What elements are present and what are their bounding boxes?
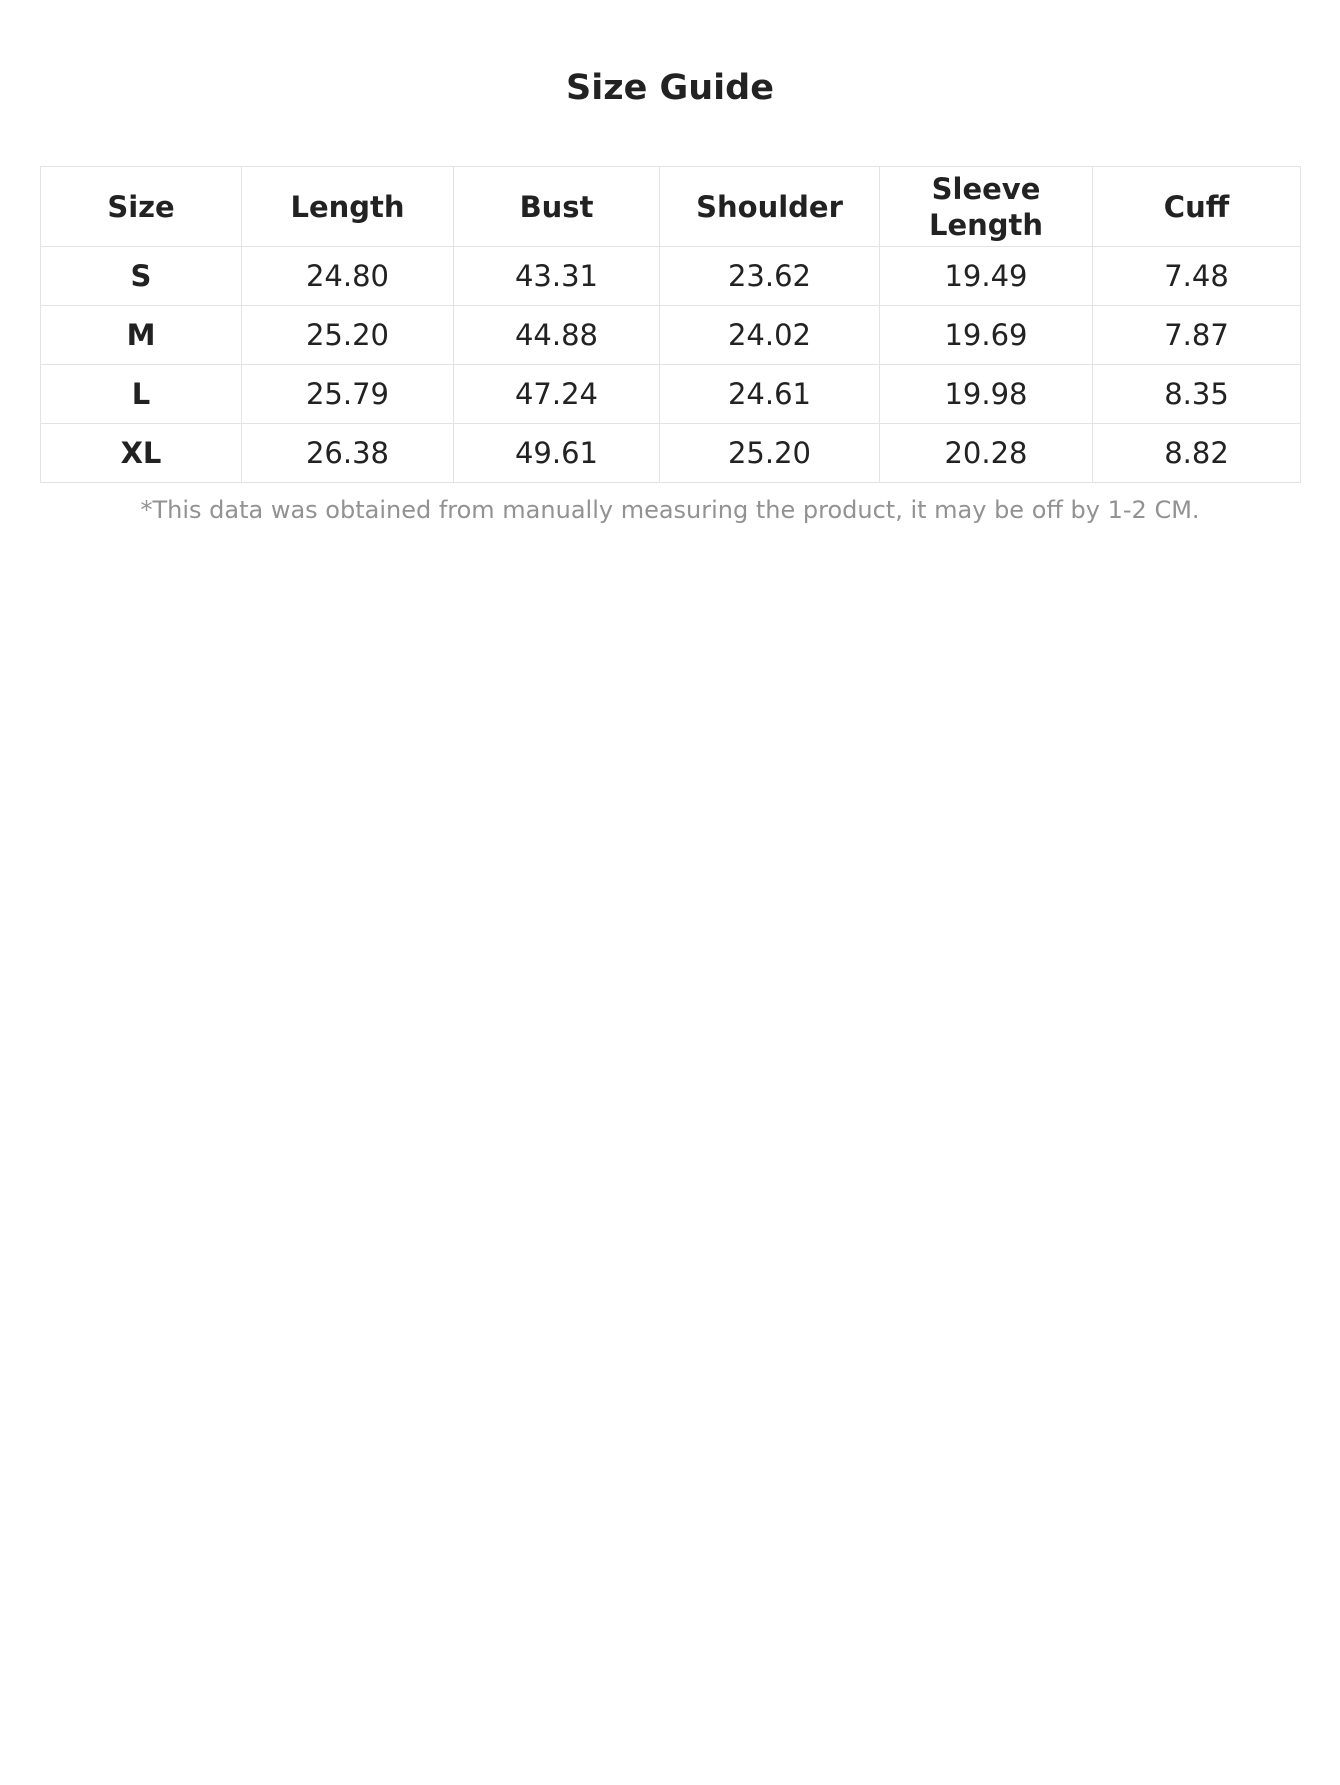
bust-cell: 49.61 <box>454 424 660 483</box>
table-row <box>41 365 1301 424</box>
table-row <box>41 306 1301 365</box>
sleeve-length-cell: 19.49 <box>880 247 1093 306</box>
length-cell: 26.38 <box>242 424 454 483</box>
cuff-cell: 7.48 <box>1093 247 1301 306</box>
table-header-row <box>41 167 1301 247</box>
column-header-sleeve-length: Sleeve Length <box>880 167 1093 247</box>
shoulder-cell: 24.02 <box>660 306 880 365</box>
size-cell: XL <box>41 424 242 483</box>
length-cell: 25.79 <box>242 365 454 424</box>
column-header-size: Size <box>41 167 242 247</box>
table-row <box>41 424 1301 483</box>
bust-cell: 44.88 <box>454 306 660 365</box>
column-header-length: Length <box>242 167 454 247</box>
sleeve-length-cell: 20.28 <box>880 424 1093 483</box>
column-header-bust: Bust <box>454 167 660 247</box>
size-cell: M <box>41 306 242 365</box>
shoulder-cell: 25.20 <box>660 424 880 483</box>
size-guide-table <box>40 166 1301 483</box>
length-cell: 24.80 <box>242 247 454 306</box>
cuff-cell: 8.82 <box>1093 424 1301 483</box>
page-title: Size Guide <box>566 68 774 108</box>
column-header-cuff: Cuff <box>1093 167 1301 247</box>
length-cell: 25.20 <box>242 306 454 365</box>
shoulder-cell: 24.61 <box>660 365 880 424</box>
shoulder-cell: 23.62 <box>660 247 880 306</box>
bust-cell: 47.24 <box>454 365 660 424</box>
size-cell: S <box>41 247 242 306</box>
sleeve-length-cell: 19.98 <box>880 365 1093 424</box>
sleeve-length-cell: 19.69 <box>880 306 1093 365</box>
table-row <box>41 247 1301 306</box>
column-header-shoulder: Shoulder <box>660 167 880 247</box>
cuff-cell: 7.87 <box>1093 306 1301 365</box>
bust-cell: 43.31 <box>454 247 660 306</box>
measurement-footnote: *This data was obtained from manually measuring the product, it may be off by 1-2 CM. <box>140 496 1200 524</box>
cuff-cell: 8.35 <box>1093 365 1301 424</box>
size-cell: L <box>41 365 242 424</box>
